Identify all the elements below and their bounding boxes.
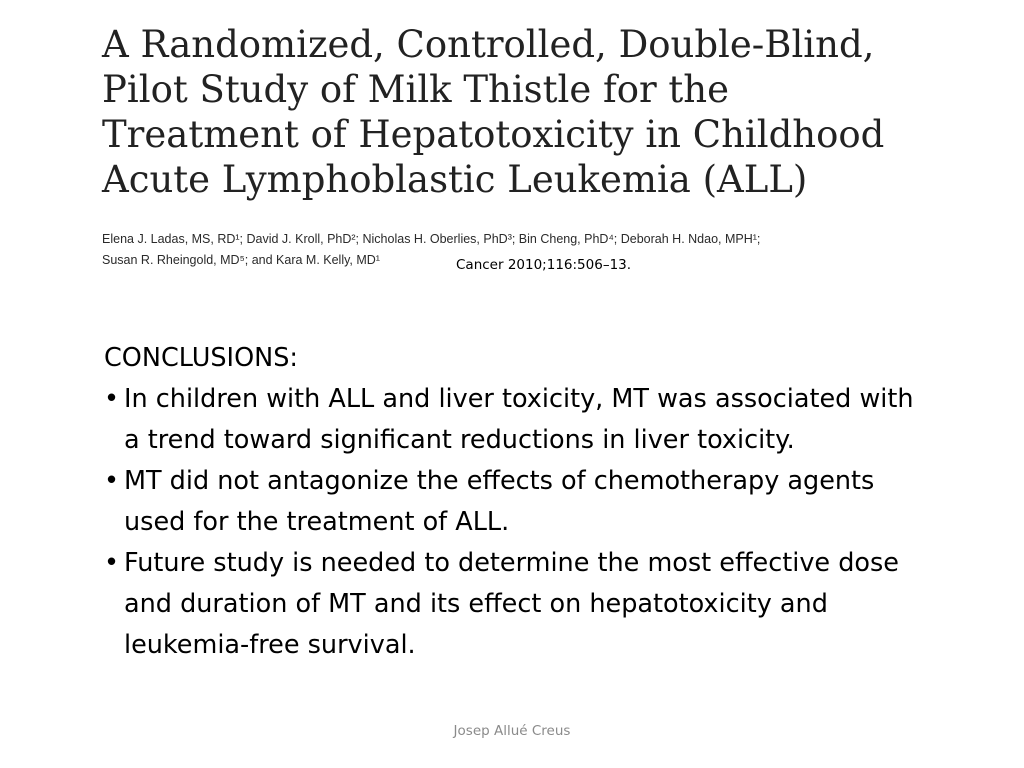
conclusion-item-3 bbox=[104, 543, 924, 666]
bullet-icon: • bbox=[104, 466, 120, 496]
conclusions-list bbox=[104, 379, 924, 666]
footer-author: Josep Allué Creus bbox=[453, 723, 571, 739]
conclusions-heading: CONCLUSIONS: bbox=[104, 343, 298, 373]
conclusions-section bbox=[104, 338, 924, 666]
conclusion-item-1 bbox=[104, 379, 924, 461]
author-list: Elena J. Ladas, MS, RD¹; David J. Kroll, PhD²; Nicholas H. Oberlies, PhD³; Bin Cheng, PhD⁴; Deborah H. Ndao, MPH¹; Susan R. Rheingold, MD⁵; and Kara M. Kelly, MD¹ bbox=[102, 232, 761, 267]
paper-title: A Randomized, Controlled, Double-Blind, Pilot Study of Milk Thistle for the Treatment of Hepatotoxicity in Childhood Acute Lymphoblastic Leukemia (ALL) bbox=[102, 23, 885, 201]
conclusion-item-2 bbox=[104, 461, 924, 543]
citation: Cancer 2010;116:506–13. bbox=[456, 257, 632, 273]
bullet-icon: • bbox=[104, 548, 120, 578]
conclusion-text: In children with ALL and liver toxicity, MT was associated with a trend toward significant reductions in liver toxicity. bbox=[124, 384, 914, 455]
conclusion-text: MT did not antagonize the effects of chemotherapy agents used for the treatment of ALL. bbox=[124, 466, 875, 537]
bullet-icon: • bbox=[104, 384, 120, 414]
conclusion-text: Future study is needed to determine the most effective dose and duration of MT and its effect on hepatotoxicity and leukemia-free survival. bbox=[124, 548, 899, 660]
